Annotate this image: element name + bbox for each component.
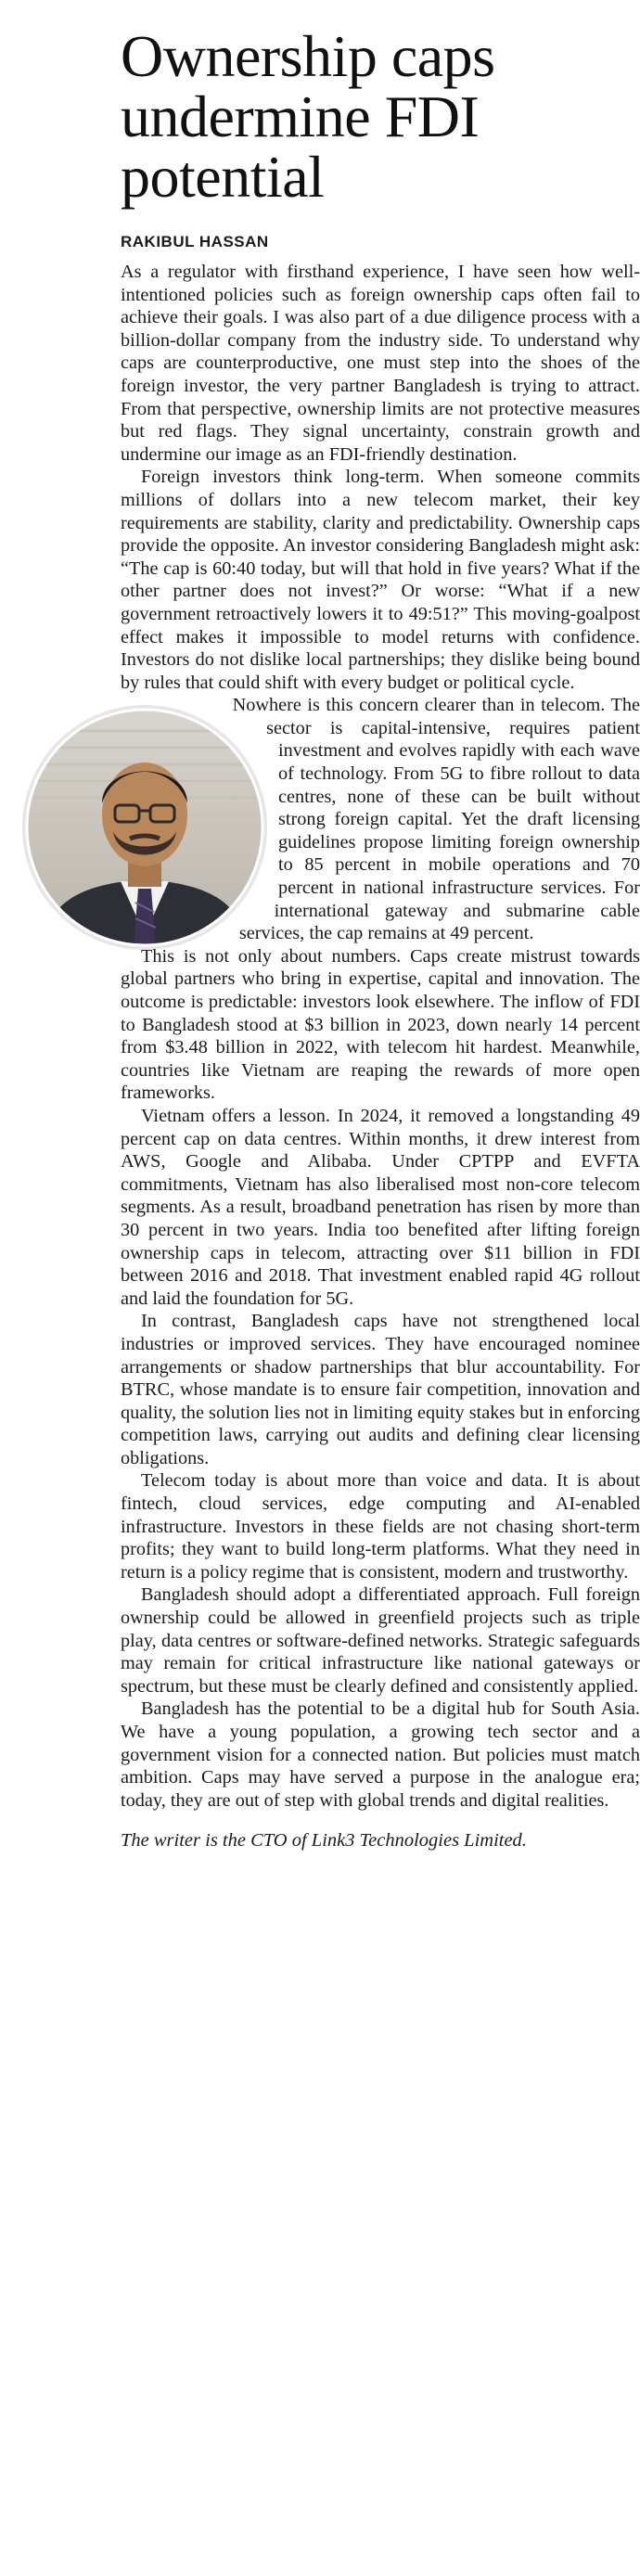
headline: Ownership caps undermine FDI potential [121, 23, 495, 210]
author-portrait [20, 703, 269, 952]
paragraph: Telecom today is about more than voice and data. It is about fintech, cloud services, edge computing and AI-enabled infrastructure. Investors in these fields are not chasing short-term profits; they want to build long-term platforms. What they need in return is a policy regime that is consistent, modern and trustworthy. [121, 1470, 640, 1583]
paragraph: As a regulator with firsthand experience, I have seen how well-intentioned policies such as foreign ownership caps often fail to achieve their goals. I was also part of a due diligence process with a billion-dollar company from the industry side. To understand why caps are counterproductive, one must step into the shoes of the foreign investor, the very partner Bangladesh is trying to attract. From that perspective, ownership limits are not protective measures but red flags. They signal uncertainty, constrain growth and undermine our image as an FDI-friendly destination. [121, 262, 640, 465]
article [121, 23, 640, 1852]
article-body [121, 261, 640, 1812]
author-note: The writer is the CTO of Link3 Technologies Limited. [121, 1830, 527, 1852]
paragraph: Foreign investors think long-term. When someone commits millions of dollars into a new telecom market, their key requirements are stability, clarity and predictability. Ownership caps provide the opposite. An investor considering Bangladesh might ask: “The cap is 60:40 today, but will that hold in five years? What if the other partner does not invest?” Or worse: “What if a new government retroactively lowers it to 49:51?” This moving-goalpost effect makes it impossible to model returns with confidence. Investors do not dislike local partnerships; they dislike being bound by rules that could shift with every budget or political cycle. [121, 467, 640, 693]
author-portrait-image [20, 703, 269, 952]
byline: RAKIBUL HASSAN [121, 233, 269, 250]
paragraph: In contrast, Bangladesh caps have not strengthened local industries or improved services. They have encouraged nominee arrangements or shadow partnerships that blur accountability. For BTRC, whose mandate is to ensure fair competition, innovation and quality, the solution lies not in limiting equity stakes but in enforcing competition laws, carrying out audits and defining clear licensing obligations. [121, 1311, 640, 1468]
paragraph: Bangladesh has the potential to be a digital hub for South Asia. We have a young population, a growing tech sector and a government vision for a connected nation. But policies must match ambition. Caps may have served a purpose in the analogue era; today, they are out of step with global trends and digital realities. [121, 1698, 640, 1811]
paragraph: Vietnam offers a lesson. In 2024, it removed a longstanding 49 percent cap on data centres. Within months, it drew interest from AWS, Google and Alibaba. Under CPTPP and EVFTA commitments, Vietnam has also liberalised most non-core telecom segments. As a result, broadband penetration has risen by more than 30 percent in two years. India too benefited after lifting foreign ownership caps in telecom, attracting over $11 billion in FDI between 2016 and 2018. That investment enabled rapid 4G rollout and laid the foundation for 5G. [121, 1105, 640, 1309]
paragraph: This is not only about numbers. Caps create mistrust towards global partners who bring in expertise, capital and innovation. The outcome is predictable: investors look elsewhere. The inflow of FDI to Bangladesh stood at $3 billion in 2023, down nearly 14 percent from $3.48 billion in 2022, with telecom hit hardest. Meanwhile, countries like Vietnam are reaping the rewards of more open frameworks. [121, 945, 640, 1104]
paragraph: Bangladesh should adopt a differentiated approach. Full foreign ownership could be allowed in greenfield projects such as triple play, data centres or software-defined networks. Strategic safeguards may remain for critical infrastructure like national gateways or spectrum, but these must be clearly defined and consistently applied. [121, 1584, 640, 1697]
paragraph: Nowhere is this concern clearer than in telecom. The sector is capital-intensive, requires patient investment and evolves rapidly with each wave of technology. From 5G to fibre rollout to data centres, none of these can be built without strong foreign capital. Yet the draft licensing guidelines propose limiting foreign ownership to 85 percent in mobile operations and 70 percent in national infrastructure services. For international gateway and submarine cable services, the cap remains at 49 percent. [232, 695, 640, 944]
